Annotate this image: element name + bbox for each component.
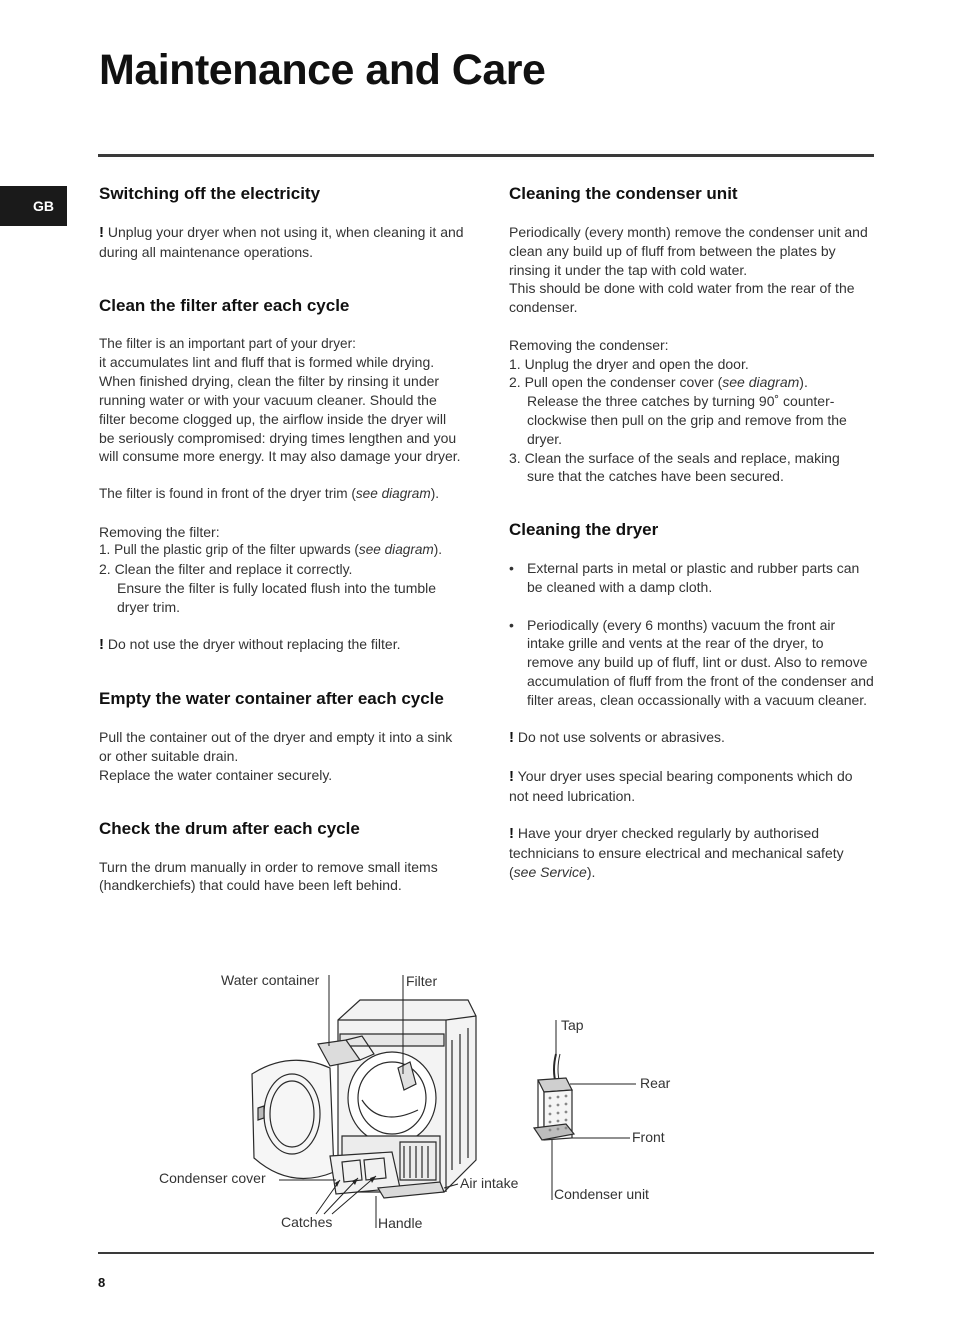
warning-mark: ! [99,224,104,241]
note-bearings-text: Your dryer uses special bearing components which do not need lubrication. [509,767,853,804]
label-condenser-unit: Condenser unit [554,1186,649,1202]
condenser-heading: Cleaning the condenser unit [509,184,738,203]
page-number: 8 [98,1275,106,1290]
filter-intro: The filter is an important part of your dryer: [99,335,356,351]
bottom-divider [98,1252,874,1254]
warning-mark: ! [509,729,514,747]
condenser-text-2: This should be done with cold water from the rear of the condenser. [509,280,855,316]
removing-condenser-title: Removing the condenser: [509,336,669,353]
condenser-step-3: 3. Clean the surface of the seals and replace, making [509,449,840,466]
label-tap: Tap [561,1017,584,1033]
condenser-step-2-ref: see diagram [722,374,800,391]
filter-step-1-ref: see diagram [358,542,434,558]
condenser-step-1: 1. Unplug the dryer and open the door. [509,355,749,372]
filter-description: it accumulates lint and fluff that is formed while drying. When finished drying, clean the filter by rinsing it under running water or with your vacuum cleaner. Should the filter become clogged up, the airflow inside the dryer will be seriously compromised: drying times lengthen and you will consume more energy. It may also damage your dryer. [99,354,461,465]
label-filter: Filter [406,973,438,989]
note-solvents-text: Do not use solvents or abrasives. [514,729,725,746]
warning-mark: ! [509,825,514,843]
filter-location-ref: see diagram [355,485,431,501]
label-rear: Rear [640,1075,671,1091]
filter-step-2-detail: Ensure the filter is fully located flush into the tumble dryer trim. [117,579,437,615]
check-drum-heading: Check the drum after each cycle [99,818,360,838]
language-tab: GB [0,186,67,226]
cleaning-dryer-heading: Cleaning the dryer [509,520,659,540]
filter-warning-text: Do not use the dryer without replacing the filter. [104,636,401,653]
condenser-text-1: Periodically (every month) remove the condenser unit and clean any build up of fluff from between the plates by rinsing it under the tap with cold water. [509,224,868,278]
note-service-end: ). [586,863,596,880]
list-item: • Periodically (every 6 months) vacuum the front air intake grille and vents at the rear of the dryer, to remove any build up of fluff, lint or dust. Also to remove accumulation of fluff from the front of the condenser and filter areas, clean occassionally with a vacuum cleaner. [509,616,874,710]
water-container-heading: Empty the water container after each cycle [99,689,444,709]
switching-off-body: Unplug your dryer when not using it, when cleaning it and during all maintenance operations. [99,224,464,260]
filter-location-text: The filter is found in front of the dryer trim ( [99,485,356,501]
label-air-intake: Air intake [460,1175,519,1191]
condenser-step-2-detail: Release the three catches by turning 90˚ counter-clockwise then pull on the grip and remove from the dryer. [527,393,847,447]
filter-location-end: ). [430,485,439,501]
water-container-text-1: Pull the container out of the dryer and empty it into a sink or other suitable drain. [99,729,453,764]
condenser-unit-illustration [534,1054,574,1140]
list-item: • External parts in metal or plastic and rubber parts can be cleaned with a damp cloth. [509,559,874,597]
filter-step-2: 2. Clean the filter and replace it correctly. [99,561,353,578]
note-service-text: Have your dryer checked regularly by authorised technicians to ensure electrical and mechanical safety ( [509,825,844,880]
condenser-step-2-text: 2. Pull open the condenser cover ( [509,374,723,391]
page-title: Maintenance and Care [99,46,546,94]
label-handle: Handle [378,1215,423,1231]
warning-mark: ! [509,767,514,785]
check-drum-text: Turn the drum manually in order to remove small items (handkerchiefs) that could have been left behind. [99,858,438,894]
clean-filter-heading: Clean the filter after each cycle [99,295,350,315]
condenser-step-3-detail: sure that the catches have been secured. [527,468,784,485]
warning-mark: ! [99,636,104,654]
label-condenser-cover: Condenser cover [159,1170,266,1186]
removing-filter-title: Removing the filter: [99,523,220,540]
filter-step-1-text: 1. Pull the plastic grip of the filter upwards ( [99,542,359,558]
dryer-illustration [252,1000,476,1198]
switching-off-heading: Switching off the electricity [99,184,321,203]
note-service-ref: see Service [513,863,587,880]
label-catches: Catches [281,1214,333,1230]
condenser-step-2-end: ). [799,374,808,391]
label-water-container: Water container [221,972,320,988]
water-container-text-2: Replace the water container securely. [99,766,333,783]
label-front: Front [632,1129,665,1145]
filter-step-1-end: ). [433,542,443,558]
